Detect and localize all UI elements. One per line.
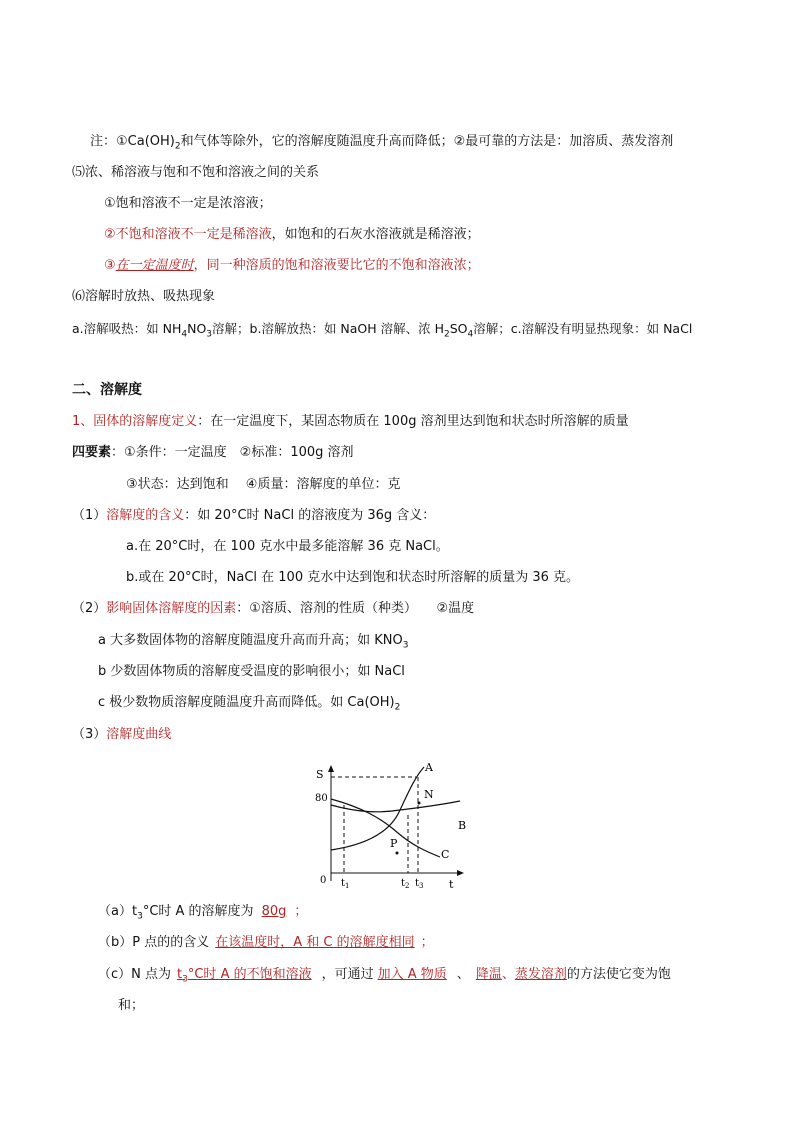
answer-b: 在该温度时，A 和 C 的溶解度相同	[215, 935, 415, 950]
p1-b: b.或在 20°C时，NaCl 在 100 克水中达到饱和状态时所溶解的质量为 36 克。	[126, 570, 580, 585]
curve-a-label: A	[425, 761, 433, 774]
curve-c-label: C	[441, 848, 450, 861]
point-p-label: P	[390, 837, 398, 850]
s6-line: a.溶解吸热：如 $NH_4NO_3$溶解；b.溶解放热：如 NaOH 溶解、浓 $H_2SO_4$溶解；c.溶解没有明显热现象：如 NaCl	[72, 321, 693, 340]
y-80-label: 80	[315, 793, 328, 804]
p2-a: a 大多数固体物的溶解度随温度升高而升高；如 $KNO_3$	[98, 633, 409, 651]
t3-label: $t_3$	[415, 878, 424, 890]
point-n-label: N	[424, 788, 434, 801]
p2-line: （2）影响固体溶解度的因素：①溶质、溶剂的性质（种类） ②温度	[72, 601, 475, 616]
p2-b: b 少数固体物质的溶解度受温度的影响很小；如 NaCl	[98, 664, 405, 679]
curve-b-label: B	[458, 819, 467, 832]
origin-label: 0	[320, 875, 327, 886]
question-b: （b）P 点的的含义 在该温度时，A 和 C 的溶解度相同 ；	[98, 935, 434, 950]
point-n	[418, 802, 421, 805]
p3-line: （3）溶解度曲线	[72, 727, 172, 742]
answer-a: 80g	[261, 904, 287, 919]
s5-title: ⑸浓、稀溶液与饱和不饱和溶液之间的关系	[72, 165, 320, 180]
curve-b	[331, 801, 460, 812]
four-elements-line-2: ③状态：达到饱和 ④质量：溶解度的单位：克	[126, 477, 401, 492]
solubility-curve-diagram	[300, 755, 480, 895]
p1-a: a.在 20°C时，在 100 克水中最多能溶解 36 克 NaCl。	[126, 539, 449, 554]
p2-c: c 极少数物质溶解度随温度升高而降低。如 $Ca(OH)_2$	[98, 695, 401, 713]
point-p	[396, 852, 399, 855]
answer-c-3: 降温	[475, 967, 502, 982]
answer-c-2: 加入 A 物质	[377, 967, 447, 982]
x-axis-label: t	[449, 878, 454, 891]
definition-line: 1、固体的溶解度定义：在一定温度下，某固态物质在 100g 溶剂里达到饱和状态时所溶解的质量	[72, 414, 629, 429]
four-elements-line-1: 四要素：①条件：一定温度 ②标准：100g 溶剂	[72, 445, 354, 460]
s5-item-3: ③在一定温度时，同一种溶质的饱和溶液要比它的不饱和溶液浓；	[104, 258, 480, 273]
t1-label: $t_1$	[341, 878, 350, 890]
s5-item-2: ②不饱和溶液不一定是稀溶液，如饱和的石灰水溶液就是稀溶液；	[104, 227, 480, 242]
question-a: $(a)t_3^\circ C$时 A 的溶解度为 80g ；	[98, 904, 308, 922]
s6-title: ⑹溶解时放热、吸热现象	[72, 289, 216, 304]
answer-c-1: $t_3^\circ C$时 A 的不饱和溶液	[177, 967, 312, 985]
y-axis-arrow	[328, 765, 334, 772]
s5-item-1: ①饱和溶液不一定是浓溶液；	[104, 196, 272, 211]
t2-label: $t_2$	[401, 878, 410, 890]
p1-line: （1）溶解度的含义：如 20°C时 NaCl 的溶液度为 36g 含义：	[72, 508, 436, 523]
answer-c-4: 蒸发溶剂	[514, 967, 567, 982]
y-axis-label: S	[316, 768, 324, 781]
x-axis-arrow	[457, 870, 464, 876]
note-line: 注：$①Ca(OH)_2$和气体等除外，它的溶解度随温度升高而降低；②最可靠的方法是：加溶质、蒸发溶剂	[90, 134, 674, 152]
question-c-continued: 和；	[118, 998, 145, 1013]
question-c: （c）N 点为 $t_3^\circ C$时 A 的不饱和溶液 ，可通过 加入 A 物质 、 降温、蒸发溶剂的方法使它变为饱	[98, 967, 671, 985]
curve-c	[331, 799, 440, 857]
section-2-title: 二、溶解度	[72, 382, 142, 398]
